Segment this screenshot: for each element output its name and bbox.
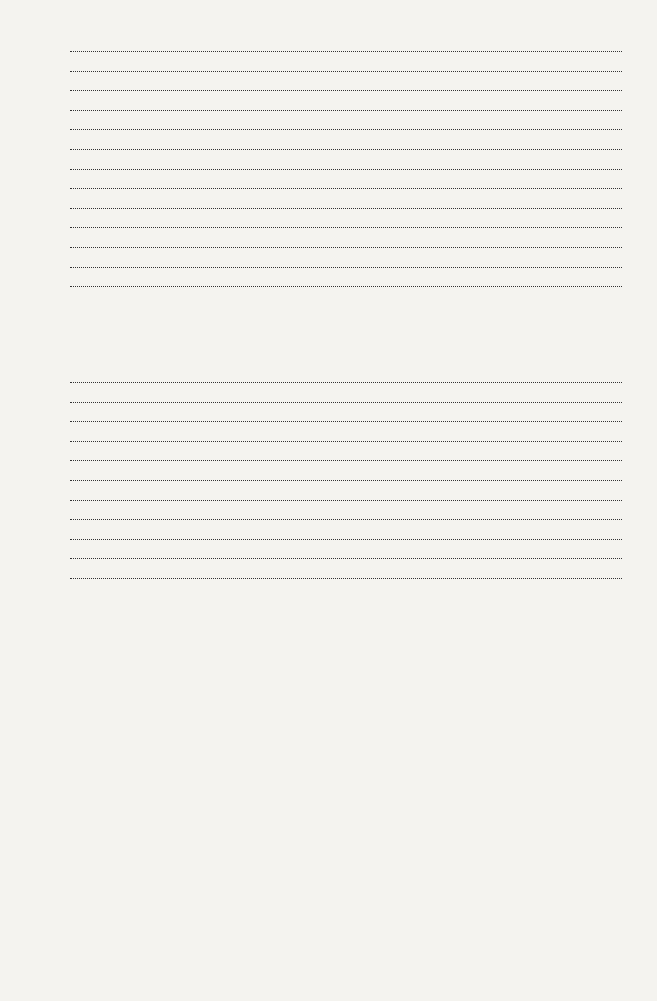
toc-entry	[62, 465, 624, 485]
dot-leader	[70, 148, 622, 150]
dot-leader	[70, 109, 622, 111]
dot-leader	[70, 479, 622, 481]
toc-entry	[62, 154, 624, 174]
dot-leader	[70, 459, 622, 461]
toc-entry	[62, 56, 624, 76]
dot-leader	[70, 499, 622, 501]
toc-entry	[62, 75, 624, 95]
dot-leader	[70, 518, 622, 520]
toc-entry	[62, 387, 624, 407]
dot-leader	[70, 401, 622, 403]
dot-leader	[70, 168, 622, 170]
toc-entry	[62, 252, 624, 272]
dot-leader	[70, 538, 622, 540]
toc-entry	[62, 426, 624, 446]
dot-leader	[70, 89, 622, 91]
toc-entry	[62, 212, 624, 232]
dot-leader	[70, 285, 622, 287]
toc-entry	[62, 563, 624, 583]
dot-leader	[70, 226, 622, 228]
toc-entry	[62, 134, 624, 154]
toc-entry	[62, 95, 624, 115]
toc-entry	[62, 543, 624, 563]
toc-entry	[62, 485, 624, 505]
toc-entry	[62, 504, 624, 524]
toc-entry	[62, 232, 624, 252]
dot-leader	[70, 187, 622, 189]
toc-entry	[62, 445, 624, 465]
dot-leader	[70, 557, 622, 559]
dot-leader	[70, 207, 622, 209]
dot-leader	[70, 577, 622, 579]
dot-leader	[70, 440, 622, 442]
toc-entry	[62, 173, 624, 193]
dot-leader	[70, 266, 622, 268]
dot-leader	[70, 70, 622, 72]
dot-leader	[70, 128, 622, 130]
dot-leader	[70, 50, 622, 52]
dot-leader	[70, 381, 622, 383]
toc-entry	[62, 406, 624, 426]
toc-entry	[62, 193, 624, 213]
toc-entry	[62, 271, 624, 291]
dot-leader	[70, 420, 622, 422]
toc-entry	[62, 36, 624, 56]
toc-entry	[62, 114, 624, 134]
dot-leader	[70, 246, 622, 248]
toc-entry	[62, 367, 624, 387]
toc-entry	[62, 524, 624, 544]
